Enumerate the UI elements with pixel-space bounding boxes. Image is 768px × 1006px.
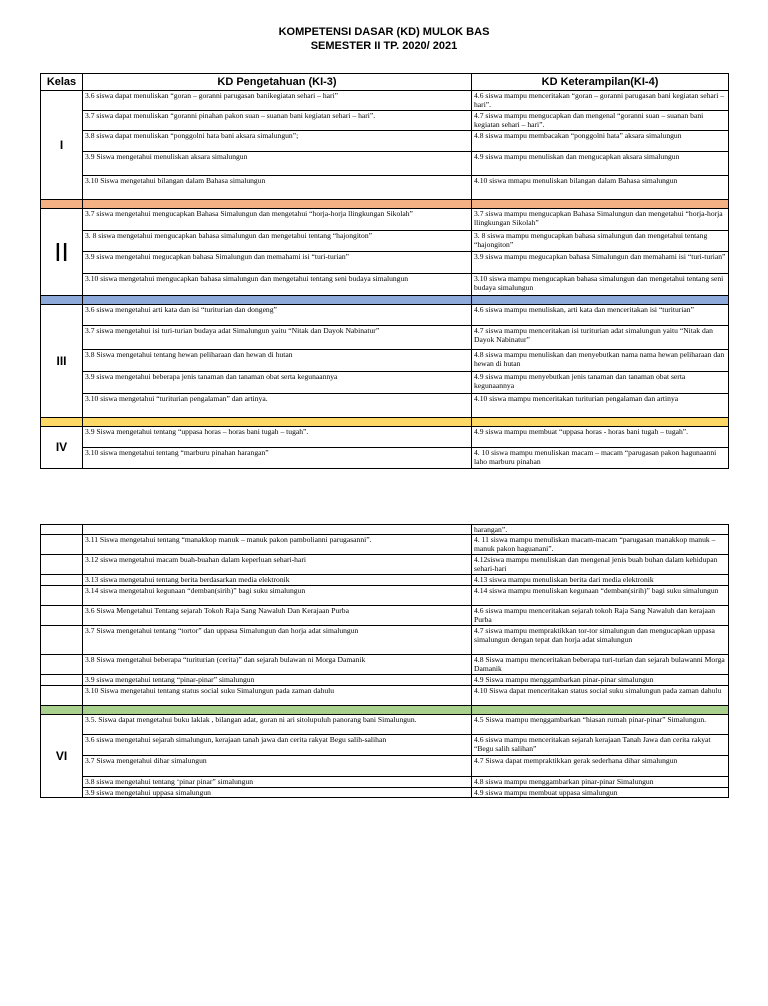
table-row (41, 91, 729, 111)
document-title-line2: SEMESTER II TP. 2020/ 2021 (310, 40, 458, 52)
table-row (41, 735, 729, 756)
kd-keterampilan: 4.13 siswa mampu menuliskan berita dari media elektronik (472, 575, 729, 586)
kd-pengetahuan: 3.6 Siswa Mengetahui Tentang sejarah Tokoh Raja Sang Nawaluh Dan Kerajaan Purba (83, 606, 472, 626)
table-row (41, 756, 729, 777)
kd-keterampilan: 4. 10 siswa mampu menuliskan macam – macam “parugasan pakon hagunaanni laho marburu pinahan (472, 448, 729, 469)
kd-pengetahuan: 3. 8 siswa mengetahui mengucapkan bahasa simalungun dan mengetahui tentang “hajongiton” (83, 231, 472, 252)
kd-pengetahuan: 3.12 siswa mengetahui macam buah-buahan dalam keperluan sehari-hari (83, 555, 472, 575)
kd-keterampilan: 4.6 siswa mampu menceritakan sejarah tokoh Raja Sang Nawaluh dan kerajaan Purba (472, 606, 729, 626)
kd-keterampilan: 4.6 siswa mampu menceritakan “goran – goranni parugasan bani kegiatan sehari – hari”. (472, 91, 729, 111)
table-row (41, 555, 729, 575)
table-row (41, 326, 729, 350)
table-row (41, 209, 729, 231)
kd-keterampilan-continued: harangan”. (472, 525, 729, 535)
table-row (41, 535, 729, 555)
kd-keterampilan: 4.9 siswa mampu menuliskan dan mengucapkan aksara simalungun (472, 152, 729, 176)
table-row (41, 788, 729, 798)
table-row (41, 686, 729, 706)
kd-pengetahuan: 3.10 siswa mengetahui “turiturian pengalaman” dan artinya. (83, 394, 472, 418)
table-row (41, 111, 729, 131)
table-row (41, 176, 729, 200)
kd-pengetahuan: 3.9 siswa mengetahui megucapkan bahasa Simalungun dan memahami isi “turi-turian” (83, 252, 472, 274)
kd-keterampilan: 4.8 siswa mampu membacakan “ponggolni hata” aksara simalungun (472, 131, 729, 152)
kd-keterampilan: 3.9 siswa mampu megucapkan bahasa Simalungun dan memahami isi “turi-turian” (472, 252, 729, 274)
table-row (41, 525, 729, 535)
kelas-cell: III (41, 305, 83, 418)
kd-pengetahuan: 3.7 Siswa mengetahui dihar simalungun (83, 756, 472, 777)
kd-keterampilan: 4.6 siswa mampu menuliskan, arti kata dan menceritakan isi “turiturian” (472, 305, 729, 326)
kd-keterampilan: 4.10 siswa mampu menceritakan turiturian pengalaman dan artinya (472, 394, 729, 418)
table-row (41, 586, 729, 606)
kd-pengetahuan: 3.10 siswa mengetahui tentang “marburu pinahan harangan” (83, 448, 472, 469)
kd-keterampilan: 4.9 siswa mampu membuat “uppasa horas - horas bani tugah – tugah”. (472, 427, 729, 448)
kd-pengetahuan: 3.8 siswa dapat menuliskan “ponggolni hata bani aksara simalungun”; (83, 131, 472, 152)
kd-keterampilan: 4.7 siswa mampu mempraktikkan tor-tor simalungun dan mengucapkan uppasa simalungun dengan tepat dan horja adat simalungun (472, 626, 729, 655)
kd-pengetahuan: 3.9 siswa mengetahui uppasa simalungun (83, 788, 472, 798)
kd-keterampilan: 4.7 Siswa dapat mempraktikkan gerak sederhana dihar simalungun (472, 756, 729, 777)
kd-pengetahuan: 3.8 Siswa mengetahui tentang hewan peliharaan dan hewan di hutan (83, 350, 472, 372)
kd-pengetahuan: 3.8 Siswa mengetahui beberapa “turiturian (cerita)” dan sejarah bulawan ni Morga Damanik (83, 655, 472, 675)
kd-keterampilan: 4.12siswa mampu menuliskan dan mengenal jenis buah buhan dalam kehidupan sehari-hari (472, 555, 729, 575)
kd-table-1 (40, 73, 729, 469)
table-row (41, 252, 729, 274)
kd-pengetahuan: 3.11 Siswa mengetahui tentang “manakkop manuk – manuk pakon pambolianni parugasanni”. (83, 535, 472, 555)
kd-pengetahuan: 3.7 siswa mengetahui isi turi-turian budaya adat Simalungun yaitu “Nitak dan Dayok Nabinatur” (83, 326, 472, 350)
table-header-row (41, 74, 729, 91)
kd-keterampilan: 4.9 siswa mampu membuat uppasa simalungun (472, 788, 729, 798)
kd-pengetahuan: 3.8 siswa mengetahui tentang ‘pinar pinar” simalungun (83, 777, 472, 788)
table-row (41, 274, 729, 296)
table-row (41, 675, 729, 686)
kd-pengetahuan: 3.9 siswa mengetahui beberapa jenis tanaman dan tanaman obat serta kegunaannya (83, 372, 472, 394)
col-pengetahuan: KD Pengetahuan (KI-3) (83, 74, 472, 91)
kd-table-2 (40, 524, 729, 798)
kd-keterampilan: 4.9 siswa mampu menyebutkan jenis tanaman dan tanaman obat serta kegunaannya (472, 372, 729, 394)
table-row (41, 131, 729, 152)
kd-pengetahuan: 3.6 siswa mengetahui sejarah simalungun, kerajaan tanah jawa dan cerita rakyat Begu salih-salihan (83, 735, 472, 756)
table-row (41, 575, 729, 586)
document-title-line1: KOMPETENSI DASAR (KD) MULOK BAS (278, 26, 490, 38)
kelas-cell: VI (41, 715, 83, 798)
kd-pengetahuan: 3.9 Siswa mengetahui tentang “uppasa horas – horas bani tugah – tugah”. (83, 427, 472, 448)
table-row (41, 448, 729, 469)
kd-pengetahuan: 3.14 siswa mengetahui kegunaan “demban(sirih)” bagi suku simalungun (83, 586, 472, 606)
table-row (41, 626, 729, 655)
kd-keterampilan: 3.10 siswa mampu mengucapkan bahasa simalungun dan mengetahui tentang seni budaya simalungun (472, 274, 729, 296)
kd-keterampilan: 4.8 siswa mampu menuliskan dan menyebutkan nama nama hewan peliharaan dan hewan di hutan (472, 350, 729, 372)
kd-pengetahuan: 3.10 Siswa mengetahui bilangan dalam Bahasa simalungun (83, 176, 472, 200)
kd-pengetahuan: 3.9 Siswa mengetahui menuliskan aksara simalungun (83, 152, 472, 176)
table-row (41, 152, 729, 176)
table-row (41, 606, 729, 626)
kd-pengetahuan: 3.7 siswa dapat menuliskan “goranni pinahan pakon suan – suanan bani kegiatan sehari – hari”. (83, 111, 472, 131)
kd-keterampilan: 4.6 siswa mampu menceritakan sejarah kerajaan Tanah Jawa dan cerita rakyat “Begu salih salihan” (472, 735, 729, 756)
kd-pengetahuan: 3.10 Siswa mengetahui tentang status social suku Simalungun pada zaman dahulu (83, 686, 472, 706)
col-keterampilan: KD Keterampilan(KI-4) (472, 74, 729, 91)
kelas-cell: IV (41, 427, 83, 469)
kd-pengetahuan: 3.10 siswa mengetahui mengucapkan bahasa simalungun dan mengetahui tentang seni budaya simalungun (83, 274, 472, 296)
kd-pengetahuan: 3.13 siswa mengetahui tentang berita berdasarkan media elektronik (83, 575, 472, 586)
kd-keterampilan: 3. 8 siswa mampu mengucapkan bahasa simalungun dan mengetahui tentang “hajongiton” (472, 231, 729, 252)
separator-row (41, 706, 729, 715)
kelas-cell: II (41, 209, 83, 296)
kd-pengetahuan: 3.6 siswa mengetahui arti kata dan isi “turiturian dan dongeng” (83, 305, 472, 326)
kd-pengetahuan: 3.6 siswa dapat menuliskan “goran – goranni parugasan banikegiatan sehari – hari” (83, 91, 472, 111)
table-row (41, 350, 729, 372)
table-row (41, 394, 729, 418)
kd-keterampilan: 3.7 siswa mampu mengucapkan Bahasa Simalungun dan mengetahui “horja-horja llingkungan Sikolah” (472, 209, 729, 231)
kd-keterampilan: 4.10 siswa mmapu menuliskan bilangan dalam Bahasa simalungun (472, 176, 729, 200)
kd-keterampilan: 4.14 siswa mampu menuliskan kegunaan “demban(sirih)” bagi suku simalungun (472, 586, 729, 606)
kd-keterampilan: 4.7 siswa mampu menceritakan isi turiturian adat simalungun yaitu “Nitak dan Dayok Nabinatur” (472, 326, 729, 350)
table-row (41, 655, 729, 675)
kd-keterampilan: 4.8 siswa mampu menggambarkan pinar-pinar Simalungun (472, 777, 729, 788)
separator-row (41, 418, 729, 427)
table-row (41, 715, 729, 735)
separator-row (41, 200, 729, 209)
kd-keterampilan: 4. 11 siswa mampu menuliskan macam-macam “parugasan manakkop manuk – manuk pakon haguanani”. (472, 535, 729, 555)
table-row (41, 305, 729, 326)
table-row (41, 231, 729, 252)
kd-keterampilan: 4.10 Siswa dapat menceritakan status social suku simalungun pada zaman dahulu (472, 686, 729, 706)
kd-keterampilan: 4.5 Siswa mampu menggambarkan “hiasan rumah pinar-pinar” Simalungun. (472, 715, 729, 735)
table-row (41, 777, 729, 788)
kd-keterampilan: 4.7 siswa mampu mengucapkan dan mengenal “goranni suan – suanan bani kegiatan sehari – hari”. (472, 111, 729, 131)
kelas-cell: I (41, 91, 83, 200)
col-kelas: Kelas (41, 74, 83, 91)
separator-row (41, 296, 729, 305)
kd-pengetahuan: 3.7 Siswa mengetahui tentang “tortor” dan uppasa Simalungun dan horja adat simalungun (83, 626, 472, 655)
kd-pengetahuan: 3.7 siswa mengetahui mengucapkan Bahasa Simalungun dan mengetahui “horja-horja llingkungan Sikolah” (83, 209, 472, 231)
kd-pengetahuan: 3.9 siswa mengetahui tentang “pinar-pinar” simalungun (83, 675, 472, 686)
table-row (41, 372, 729, 394)
kd-pengetahuan: 3.5. Siswa dapat mengetahui buku laklak , bilangan adat, goran ni ari sitolupuluh panorang bani Simalungun. (83, 715, 472, 735)
kd-keterampilan: 4.9 Siswa mampu menggambarkan pinar-pinar simalungun (472, 675, 729, 686)
kd-keterampilan: 4.8 Siswa mampu menceritakan beberapa turi-turian dan sejarah bulawanni Morga Damanik (472, 655, 729, 675)
table-row (41, 427, 729, 448)
